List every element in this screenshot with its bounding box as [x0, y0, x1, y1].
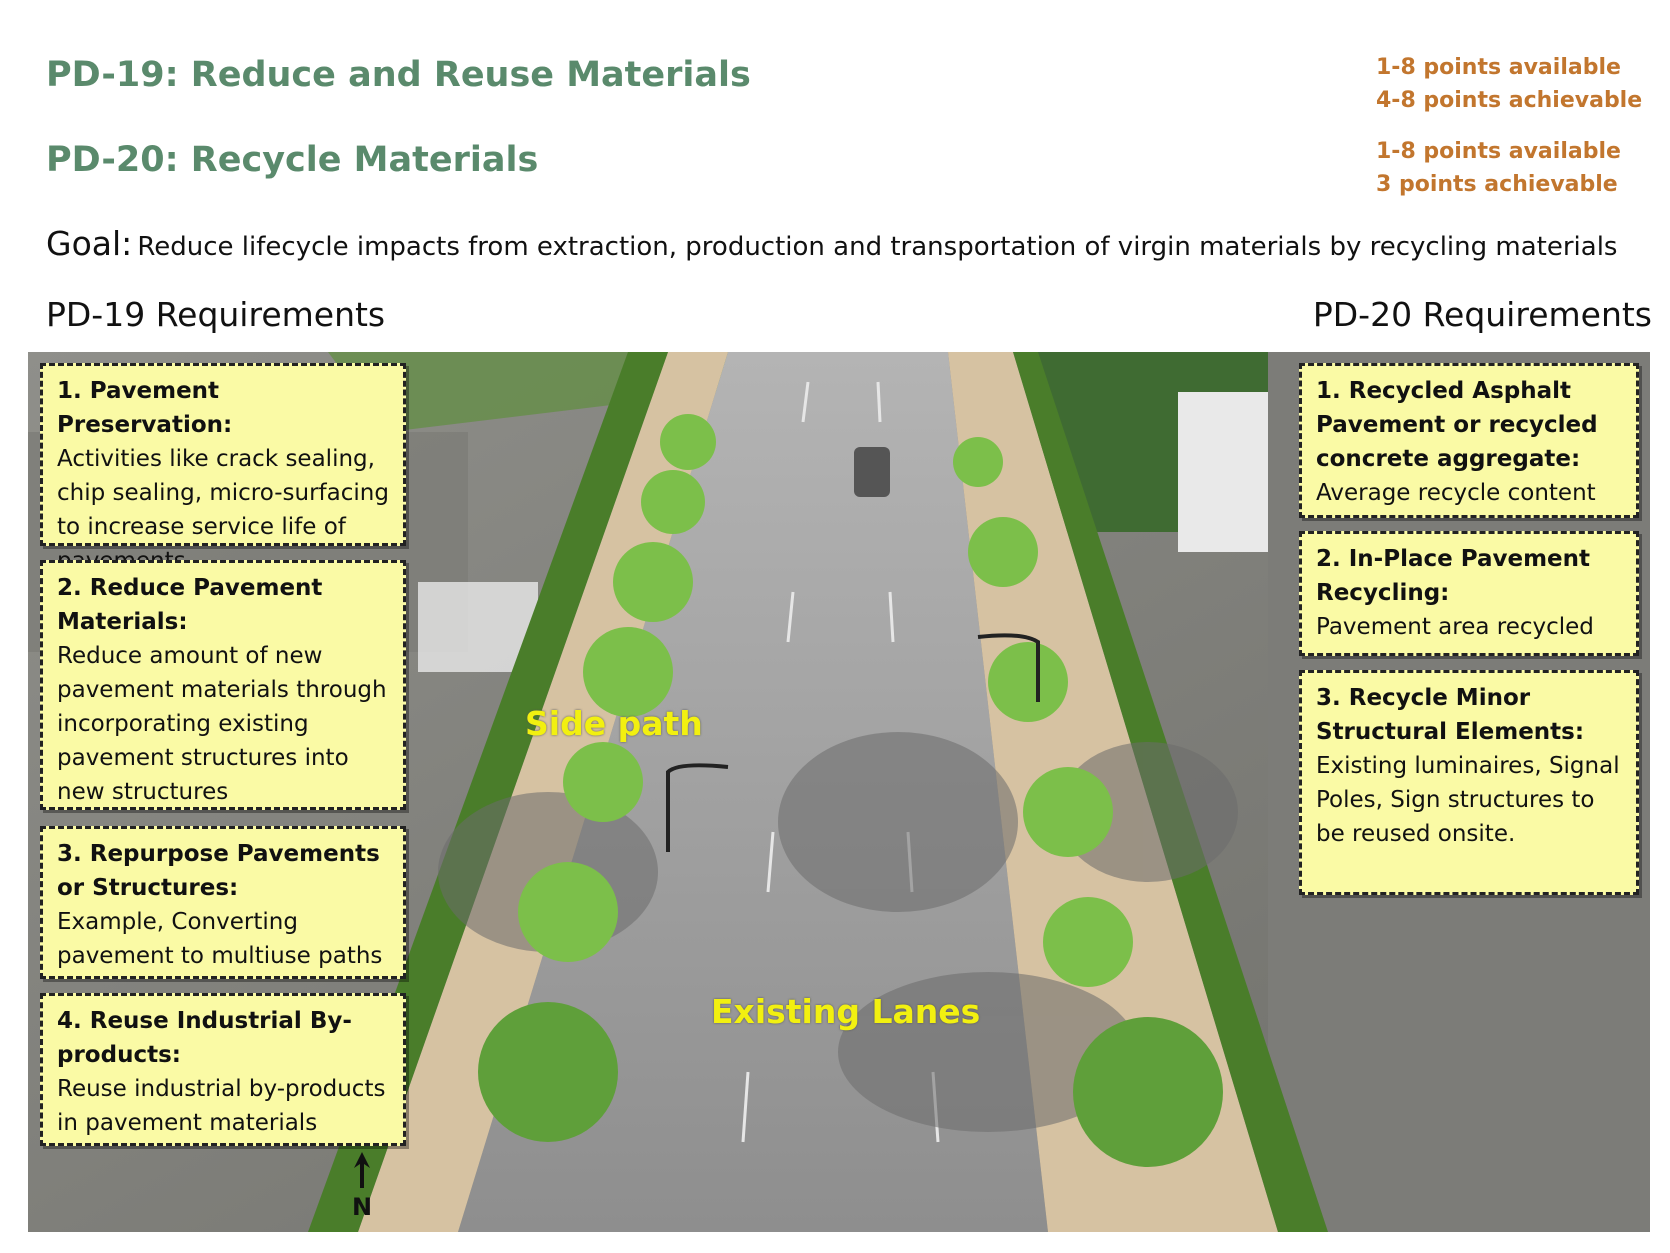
goal-text: Reduce lifecycle impacts from extraction, production and transportation of virgin materials by recycling materials	[137, 232, 1618, 262]
pd19-title: PD-19: Reduce and Reuse Materials	[46, 55, 751, 95]
pd20-item-2-body: Pavement area recycled	[1316, 614, 1594, 640]
pd19-item-2-title: 2. Reduce Pavement Materials:	[57, 575, 323, 635]
pd19-item-4-body: Reuse industrial by-products in pavement materials	[57, 1076, 386, 1136]
pd20-title: PD-20: Recycle Materials	[46, 140, 539, 180]
pd20-requirements-heading: PD-20 Requirements	[1312, 295, 1652, 334]
pd20-item-1-title: 1. Recycled Asphalt Pavement or recycled concrete aggregate:	[1316, 378, 1598, 472]
goal-label: Goal:	[46, 224, 133, 263]
pd20-item-2	[1299, 531, 1639, 656]
pd20-item-3-body: Existing luminaires, Signal Poles, Sign structures to be reused onsite.	[1316, 753, 1620, 847]
north-label: N	[351, 1193, 373, 1221]
pd19-item-1	[40, 363, 406, 546]
pd20-item-1-body: Average recycle content	[1316, 480, 1596, 506]
pd20-points-achievable: 3 points achievable	[1376, 172, 1618, 197]
north-arrow	[350, 1150, 374, 1220]
pd20-points-available: 1-8 points available	[1376, 139, 1621, 164]
pd20-item-2-title: 2. In-Place Pavement Recycling:	[1316, 546, 1591, 606]
car	[854, 447, 890, 497]
north-arrow-icon	[350, 1150, 374, 1190]
pd19-points	[1376, 51, 1642, 117]
pd20-points	[1376, 135, 1621, 201]
pd19-requirements-heading: PD-19 Requirements	[46, 295, 386, 334]
pd19-item-4-title: 4. Reuse Industrial By-products:	[57, 1008, 352, 1068]
pd19-points-available: 1-8 points available	[1376, 55, 1621, 80]
pd19-item-3-title: 3. Repurpose Pavements or Structures:	[57, 841, 380, 901]
pd19-item-2-body: Reduce amount of new pavement materials through incorporating existing pavement structures into new structures	[57, 643, 387, 805]
pd20-item-3-title: 3. Recycle Minor Structural Elements:	[1316, 685, 1585, 745]
goal-statement	[46, 224, 1617, 263]
side-path-label: Side path	[525, 704, 703, 743]
pd20-item-3	[1299, 670, 1639, 895]
pd19-item-1-title: 1. Pavement Preservation:	[57, 378, 233, 438]
pd19-points-achievable: 4-8 points achievable	[1376, 88, 1643, 113]
pd20-item-1	[1299, 363, 1639, 518]
pd19-item-2	[40, 560, 406, 810]
pd19-item-3	[40, 826, 406, 979]
pd19-item-3-body: Example, Converting pavement to multiuse paths	[57, 909, 383, 969]
pd19-item-1-body: Activities like crack sealing, chip sealing, micro-surfacing to increase service life of	[57, 446, 389, 540]
pd19-item-4	[40, 993, 406, 1146]
existing-lanes-label: Existing Lanes	[711, 992, 981, 1031]
